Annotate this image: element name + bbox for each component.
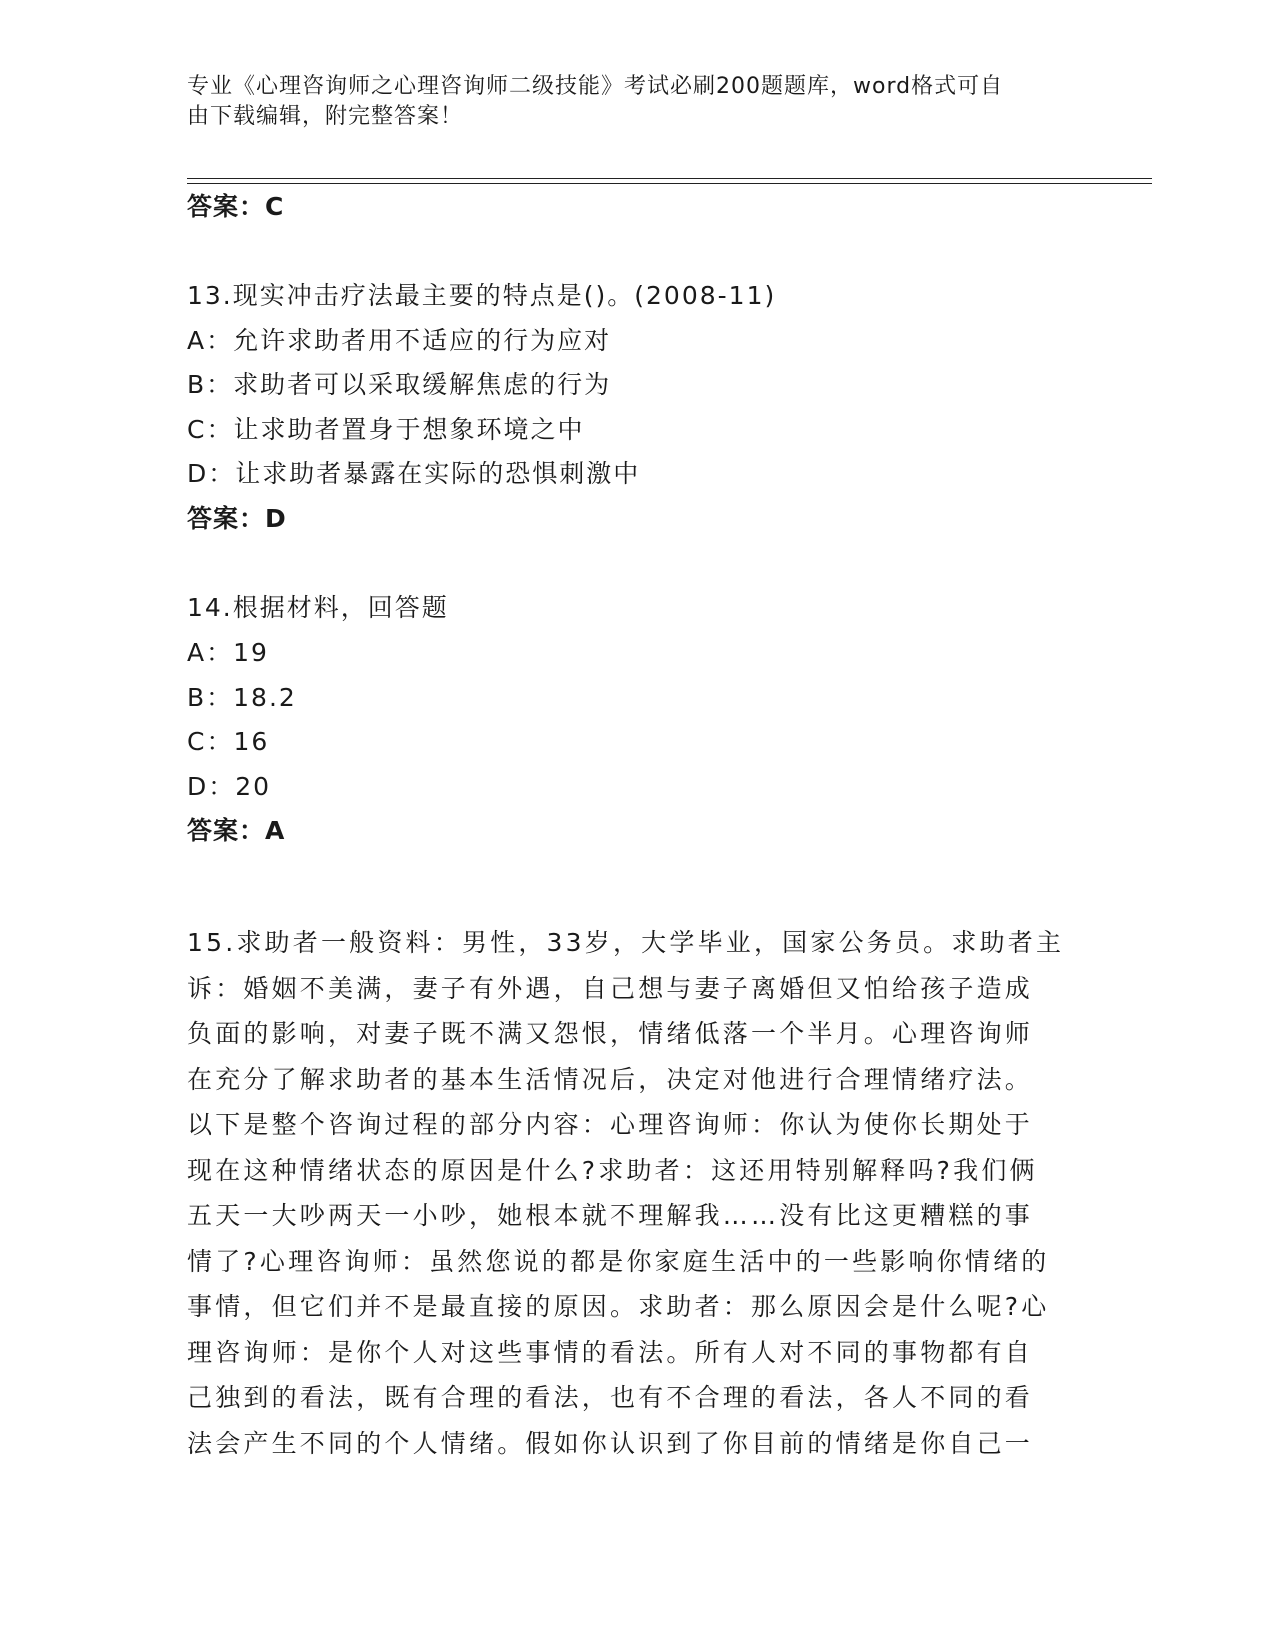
header-line-2: 由下载编辑，附完整答案！ xyxy=(187,104,464,129)
q14-option-b: B：18.2 xyxy=(187,683,297,712)
q15-line: 在充分了解求助者的基本生活情况后，决定对他进行合理情绪疗法。 xyxy=(187,1064,1034,1094)
q15-line: 15.求助者一般资料：男性，33岁，大学毕业，国家公务员。求助者主 xyxy=(187,928,1065,957)
q15-line: 以下是整个咨询过程的部分内容：心理咨询师：你认为使你长期处于 xyxy=(187,1110,1034,1139)
q15-line: 现在这种情绪状态的原因是什么?求助者：这还用特别解释吗?我们俩 xyxy=(187,1155,1038,1185)
q15-line: 法会产生不同的个人情绪。假如你认识到了你目前的情绪是你自己一 xyxy=(187,1428,1034,1458)
q15-line: 情了?心理咨询师：虽然您说的都是你家庭生活中的一些影响你情绪的 xyxy=(187,1246,1050,1276)
q15-line: 理咨询师：是你个人对这些事情的看法。所有人对不同的事物都有自 xyxy=(187,1337,1034,1367)
q13-option-c: C：让求助者置身于想象环境之中 xyxy=(187,415,585,444)
header-line-1: 专业《心理咨询师之心理咨询师二级技能》考试必刷200题题库，word格式可自 xyxy=(187,74,1004,99)
header-rule-bottom xyxy=(187,183,1152,184)
q13-option-a: A：允许求助者用不适应的行为应对 xyxy=(187,326,612,355)
q15-line: 五天一大吵两天一小吵，她根本就不理解我……没有比这更糟糕的事 xyxy=(187,1201,1034,1230)
q14-option-c: C：16 xyxy=(187,727,270,756)
previous-answer: 答案：C xyxy=(187,192,285,221)
header-rule-top xyxy=(187,178,1152,179)
document-header xyxy=(187,72,1067,132)
q13-option-b: B：求助者可以采取缓解焦虑的行为 xyxy=(187,370,612,399)
q15-paragraph xyxy=(187,920,1087,1466)
q13-answer: 答案：D xyxy=(187,504,287,533)
q15-line: 诉：婚姻不美满，妻子有外遇，自己想与妻子离婚但又怕给孩子造成 xyxy=(187,973,1034,1003)
q15-line: 负面的影响，对妻子既不满又怨恨，情绪低落一个半月。心理咨询师 xyxy=(187,1019,1034,1048)
q14-option-d: D：20 xyxy=(187,772,272,801)
q15-line: 事情，但它们并不是最直接的原因。求助者：那么原因会是什么呢?心 xyxy=(187,1292,1050,1321)
q13-option-d: D：让求助者暴露在实际的恐惧刺激中 xyxy=(187,459,641,488)
q14-answer: 答案：A xyxy=(187,816,286,845)
q15-line: 己独到的看法，既有合理的看法，也有不合理的看法，各人不同的看 xyxy=(187,1383,1034,1412)
q14-stem: 14.根据材料，回答题 xyxy=(187,593,449,622)
q13-stem: 13.现实冲击疗法最主要的特点是()。(2008-11) xyxy=(187,281,777,310)
q14-option-a: A：19 xyxy=(187,638,269,667)
